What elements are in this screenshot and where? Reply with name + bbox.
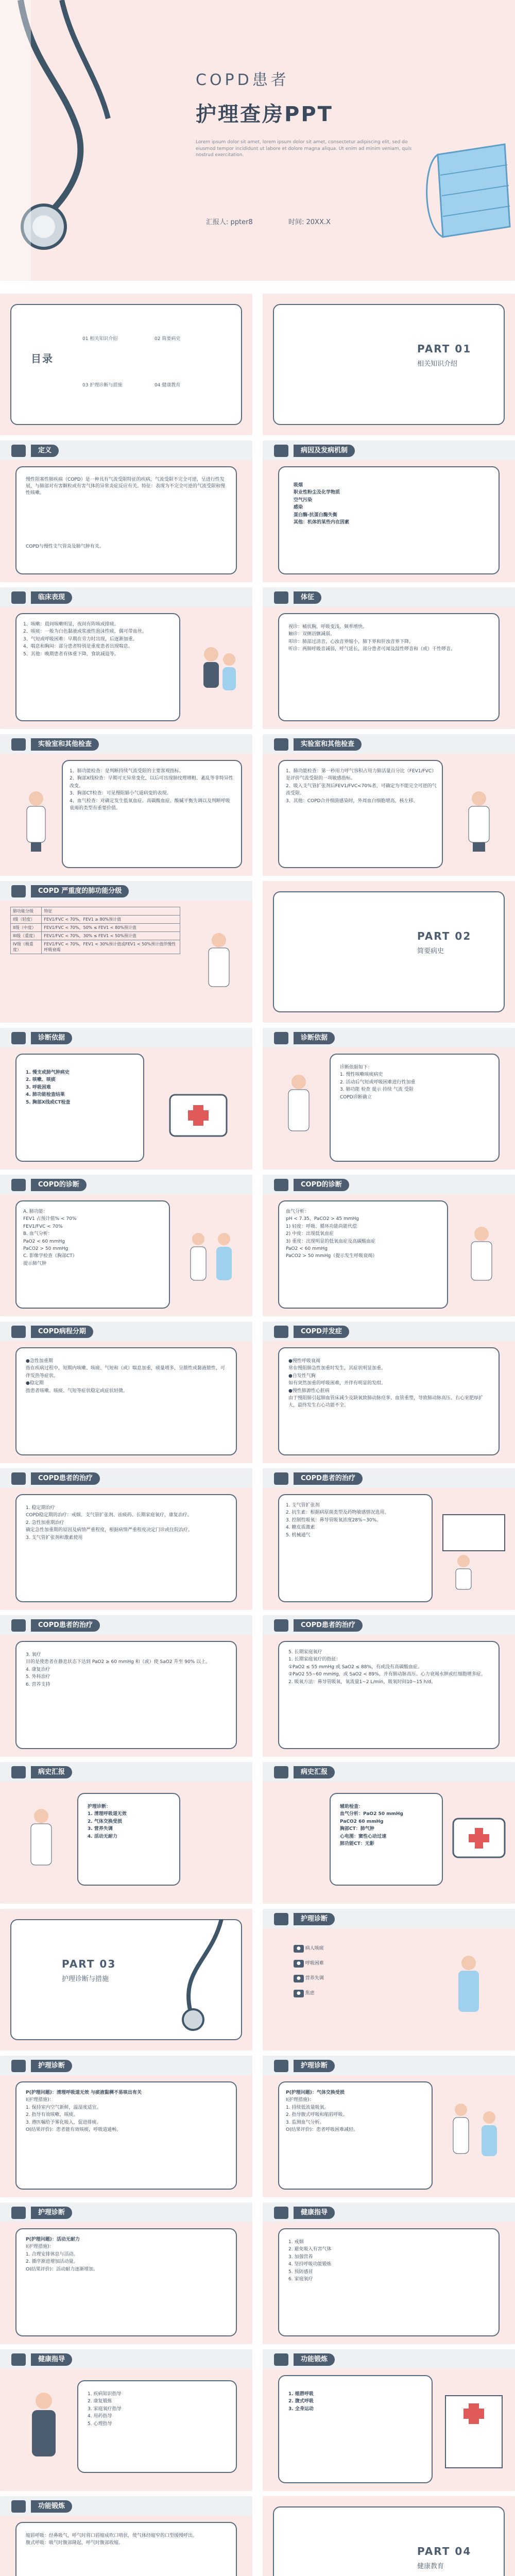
list-item: 职业性粉尘及化学物质	[294, 490, 340, 496]
part04-label: PART 04	[417, 2545, 472, 2557]
cover-slide	[0, 0, 515, 281]
list-item: 3. 控制性吸氧：鼻导管吸氧浓度28%~30%。	[286, 1517, 381, 1523]
cover-title-line2: 护理查房PPT	[196, 103, 333, 126]
list-item: FEV1/FVC < 70%	[23, 1224, 63, 1229]
table-cell: III级（重度）	[11, 932, 42, 940]
copd-dx2-slide	[263, 1175, 515, 1316]
dx1-list	[23, 1208, 162, 1267]
func2-list	[26, 2532, 227, 2547]
list-item: 3. 家庭氧疗指导	[88, 2406, 122, 2412]
table-cell: FEV1/FVC < 70%，FEV1 < 30%预计值或FEV1 < 50%预计值伴慢性呼吸衰竭	[42, 940, 180, 954]
list-item: COPD诊断确立	[340, 1094, 372, 1100]
table-header-cell: 特征	[42, 907, 180, 916]
slide-heading: 功能锻炼	[294, 2353, 335, 2366]
list-item: COPD稳定期的治疗：戒烟、支气管扩张剂、祛痰药、长期家庭氧疗，康复治疗。	[26, 1513, 192, 1518]
patient-illustration	[191, 639, 242, 701]
treat2-slide	[263, 1468, 515, 1610]
list-item: 5、其他：晚期患者有体重下降，食欲减退等。	[23, 651, 119, 657]
toc-item[interactable]: 03 护理诊断与措施	[82, 383, 123, 388]
cover-time: 时间: 20XX.X	[288, 218, 331, 226]
causes-list	[294, 482, 489, 526]
slide-heading: 病史汇报	[294, 1766, 335, 1778]
lab2-slide	[263, 734, 515, 876]
complications-list	[288, 1358, 489, 1410]
list-item: 指患者咳嗽、咳痰、气短等症状稳定或症状轻微。	[26, 1388, 128, 1394]
list-item: 5. 机械通气	[286, 1532, 311, 1538]
part02-card	[273, 891, 505, 1012]
func1-slide	[263, 2349, 515, 2491]
list-item: 3、胸部CT检查：可见慢阻肺小气道病变的表现。	[70, 791, 171, 796]
medical-kit-illustration	[448, 1808, 510, 1865]
nursing2-list	[26, 2089, 227, 2133]
stethoscope-illustration	[0, 0, 134, 281]
list-item: FEV1 占预计值% < 70%	[23, 1216, 77, 1222]
list-item: 触诊：双侧语颤减弱。	[288, 632, 335, 637]
list-item: 由于慢阻肺引起肺血管床减少及缺氧致肺动脉痉挛、血管重塑，导致肺动脉高压、右心室肥厚扩大，最终发生右心功能不全。	[288, 1395, 484, 1409]
list-item: 1. 支气管扩张剂	[286, 1503, 320, 1508]
list-item: 5. 长期家庭氧疗	[288, 1650, 322, 1655]
patient-illustration	[15, 2385, 72, 2473]
health2-list	[88, 2391, 232, 2428]
list-item: 焦虑	[305, 1991, 315, 1996]
doctor-illustration	[453, 786, 505, 853]
list-item: 腹式呼吸：吸气时腹部隆起，呼气时腹部收缩。	[26, 2540, 124, 2546]
slide-heading: 护理诊断	[294, 1913, 335, 1925]
list-item: 3. 营养失调	[88, 1826, 113, 1832]
list-item: 1. 持续低流量吸氧。	[286, 2105, 329, 2110]
doctor-illustration	[458, 1221, 505, 1293]
list-item: 4. 坚持呼吸功能锻炼	[288, 2262, 332, 2267]
hospital-illustration	[440, 2385, 507, 2473]
treat3-slide	[0, 1615, 252, 1757]
slide-heading: 护理诊断	[294, 2060, 335, 2072]
part01-label: PART 01	[417, 343, 472, 355]
list-item: 2. 活动后气短或呼吸困难进行性加重	[340, 1079, 416, 1085]
list-item: P(护理问题)：气体交换受损	[286, 2090, 345, 2095]
slide-heading: COPD患者的治疗	[31, 1619, 100, 1632]
list-item: 听诊：两肺呼吸音减弱，呼气延长，部分患者可闻及湿性啰音和（或）干性啰音。	[288, 647, 456, 652]
part03-title: 护理诊断与措施	[62, 1975, 109, 1983]
cover-english-text: Lorem ipsum dolor sit amet, lorem ipsum dolor sit amet, consectetur adipiscing elit, sed do eiusmod tempor incididunt ut labore et dolore magna aliqua. Ut enim ad minim veniam, quis nostrud exercitation.	[196, 140, 412, 158]
list-item: O(结果评价)：患者呼吸困难减轻。	[286, 2127, 358, 2132]
list-item: 6. 营养支持	[26, 1682, 50, 1687]
list-item: 1. 慢支或肺气肿病史	[26, 1070, 70, 1075]
slide-heading: 健康指导	[31, 2353, 72, 2366]
list-item: 空气污染	[294, 497, 313, 503]
diagnosis-badge: ●	[294, 1975, 304, 1982]
table-cell: IV级（极重度）	[11, 940, 42, 954]
severity-slide	[0, 881, 252, 1023]
list-item: 4. 活动无耐力	[88, 1834, 117, 1839]
table-cell: FEV1/FVC < 70%，50% ≤ FEV1 < 80%预计值	[42, 924, 180, 932]
list-item: 2、咳痰：一般为白色黏液或浆液性泡沫性痰，偶可带血丝。	[23, 629, 147, 635]
cover-title-line1: COPD患者	[196, 71, 289, 89]
list-item: pH < 7.35，PaCO2 > 45 mmHg	[286, 1216, 359, 1222]
list-item: 2、胸部X线检查：早期可无异常变化，以后可出现肺纹理增粗、紊乱等非特异性改变。	[70, 776, 233, 789]
slide-heading: 病因及发病机制	[294, 445, 355, 457]
list-item: 2. 腹式呼吸	[288, 2399, 314, 2404]
lab2-list	[286, 768, 438, 805]
list-item: 1. 清理呼吸道无效	[88, 1811, 127, 1817]
list-item: 4. 肺功能检查结果	[26, 1092, 65, 1098]
face-mask-illustration	[422, 134, 515, 247]
list-item: 5. 预防感冒	[288, 2269, 313, 2275]
toc-slide	[0, 294, 252, 435]
list-item: 1. 疾病知识指导	[88, 2392, 122, 2397]
treat1-slide	[0, 1468, 252, 1610]
nurse-illustration	[438, 1950, 500, 2027]
doctor-illustration	[196, 927, 242, 999]
clinical-list	[23, 621, 175, 658]
slide-heading: COPD 严重度的肺功能分级	[31, 885, 129, 897]
list-item: PaO2 < 60 mmHg	[23, 1239, 65, 1244]
clinical-slide	[0, 587, 252, 729]
case2-slide	[263, 1762, 515, 1904]
cover-reporter: 汇报人: ppter8	[206, 218, 253, 226]
stage-list	[26, 1358, 227, 1395]
diag-basis2-slide	[263, 1028, 515, 1170]
list-item: 营养失调	[305, 1976, 324, 1981]
list-item: 2. 指导腹式呼吸和缩唇呼吸。	[286, 2112, 348, 2118]
nursing3-list	[286, 2089, 425, 2133]
diagnosis-badge: ●	[294, 1990, 304, 1997]
list-item: 2. 避免吸入有害气体	[288, 2247, 332, 2252]
list-item: ●急性加重期	[26, 1359, 53, 1364]
list-item: 2. 急性加重期治疗	[26, 1520, 64, 1526]
slide-heading: COPD患者的治疗	[294, 1619, 363, 1632]
list-item: 4. 康复治疗	[26, 1667, 50, 1672]
list-item: 辅助检查：	[340, 1804, 364, 1809]
list-item: B. 血气分析：	[23, 1231, 53, 1237]
table-cell: II级（中度）	[11, 924, 42, 932]
list-item: I(护理措施)：	[26, 2097, 54, 2103]
nursing1-list	[294, 1945, 422, 2005]
list-item: 4、血气检查：对确定发生低氧血症、高碳酸血症、酸碱平衡失调以及判断呼吸衰竭的类型有重要价值。	[70, 798, 230, 811]
list-item: 2. 康复锻炼	[88, 2399, 112, 2404]
list-item: 6. 家庭氧疗	[288, 2276, 313, 2282]
part04-card	[273, 2506, 505, 2576]
list-item: 确定急性加重期的原因及病情严重程度，根据病情严重程度决定门诊或住院治疗。	[26, 1528, 193, 1533]
list-item: 1. 保持室内空气新鲜，温湿度适宜。	[26, 2105, 101, 2110]
slide-heading: 诊断依据	[31, 1032, 72, 1044]
list-item: 缩唇呼吸：经鼻吸气，呼气时将口唇缩成吹口哨状，使气体经缩窄的口型缓慢呼出。	[26, 2533, 198, 2538]
toc-item[interactable]: 04 健康教育	[154, 383, 181, 388]
stethoscope-illustration	[170, 1919, 242, 2038]
list-item: 5. 外科治疗	[26, 1674, 50, 1680]
slide-heading: 实验室和其他检查	[31, 738, 99, 751]
list-item: 3. 肺功能 检查 提示 持续 气流 受限	[340, 1087, 414, 1093]
lab1-slide	[0, 734, 252, 876]
list-item: 3. 监测血气分析。	[286, 2120, 324, 2125]
toc-item[interactable]: 01 相关知识介绍	[82, 336, 118, 342]
case1-list	[88, 1803, 175, 1840]
list-item: 2. 气体交换受损	[88, 1819, 122, 1824]
list-item: 1. 慢性咳嗽咳痰病史	[340, 1072, 383, 1078]
definition-note: COPD与慢性支气管炎及肺气肿有关。	[26, 544, 104, 549]
slide-heading: COPD的诊断	[294, 1179, 349, 1191]
medical-kit-illustration	[160, 1079, 237, 1141]
health1-list	[288, 2239, 489, 2283]
list-item: P(护理问题)：清理呼吸道无效 与痰液黏稠不易咳出有关	[26, 2090, 142, 2095]
case1-slide	[0, 1762, 252, 1904]
part04-slide	[263, 2496, 515, 2576]
list-item: 1. 长期家庭氧疗的指征：	[288, 1657, 341, 1663]
table-row	[11, 916, 180, 924]
list-item: 2. 抗生素：根据病原菌类型及药物敏感情况选用。	[286, 1510, 389, 1516]
table-header-cell: 肺功能分级	[11, 907, 42, 916]
list-item: 3、其他：COPD合并细菌感染时，外周血白细胞增高，核左移。	[286, 798, 418, 804]
list-item: 4. 用药指导	[88, 2414, 112, 2419]
doctors-illustration	[180, 1226, 242, 1293]
list-item: 1. 戒烟	[288, 2240, 304, 2245]
definition-body: 慢性阻塞性肺疾病（COPD）是一种具有气流受限特征的疾病，气流受限不完全可逆，呈进行性发展，与肺部对有害颗粒或有害气体的异常炎症反应有关。特征：表现为不完全可逆的气流受限和慢性咳嗽。	[26, 477, 226, 496]
dx2-list	[286, 1208, 440, 1260]
slide-heading: COPD并发症	[294, 1326, 349, 1338]
list-item: 3. 遵医嘱给予雾化吸入，促进排痰。	[26, 2120, 101, 2125]
list-item: 胸部CT：肺气肿	[340, 1826, 374, 1832]
list-item: 目的是使患者在静息状态下达到 PaO2 ≥ 60 mmHg 和（或）使 SaO2 升至 90% 以上。	[26, 1659, 211, 1665]
list-item: 指在疾病过程中，短期内咳嗽、咳痰、气短和（或）喘息加重，痰量增多，呈脓性或黏液脓性，可伴发热等症状。	[26, 1366, 226, 1379]
treat2-list	[286, 1502, 425, 1539]
table-row	[11, 940, 180, 954]
diagnosis-badge: ●	[294, 1945, 304, 1953]
list-item: ●稳定期	[26, 1381, 44, 1386]
list-item: PaCO2 > 50 mmHg	[23, 1246, 68, 1251]
list-item: 3. 加强营养	[288, 2254, 313, 2260]
list-item: 诊断依据如下：	[340, 1065, 373, 1070]
signs-slide	[263, 587, 515, 729]
nursing1-slide	[263, 1909, 515, 2050]
slide-heading: COPD的诊断	[31, 1179, 87, 1191]
list-item: 提示肺气肿	[23, 1261, 47, 1266]
slide-heading: 健康指导	[294, 2207, 335, 2219]
content-card	[15, 2522, 237, 2576]
diagnosis-badge: ●	[294, 1960, 304, 1968]
list-item: 肺功能CT：无影	[340, 1841, 374, 1846]
nursing2-slide	[0, 2056, 252, 2197]
list-item: ●慢性肺源性心脏病	[288, 1388, 330, 1394]
nursing3-slide	[263, 2056, 515, 2197]
diag2-list	[340, 1064, 489, 1101]
diag-list	[26, 1069, 139, 1106]
list-item: ②PaO2 55~60 mmHg，或 SaO2 < 89%，并有肺动脉高压、心力衰竭水肿或红细胞增多症。	[288, 1672, 486, 1677]
list-item: 2、吸入支气管扩张剂后FEV1/FVC<70%者，可确定为不能完全可逆的气流受限。	[286, 783, 437, 796]
list-item: 病人咳痰	[305, 1946, 324, 1951]
list-item: 3. 支气管扩张剂和激素使用	[26, 1535, 83, 1540]
list-item: 1) 轻度：呼吸、循环功能尚能代偿	[286, 1224, 357, 1229]
list-item: 5. 心理指导	[88, 2421, 112, 2427]
slide-heading: 定义	[31, 445, 59, 457]
list-item: ●自发性气胸	[288, 1373, 316, 1379]
func1-list	[288, 2391, 427, 2413]
list-item: I(护理措施)：	[26, 2244, 54, 2250]
list-item: 呼吸困难	[305, 1961, 324, 1967]
list-item: 血气分析：	[286, 1209, 310, 1214]
list-item: 3. 全身运动	[288, 2406, 314, 2412]
list-item: 1、肺功能检查：第一秒用力呼气容积占用力肺活量百分比（FEV1/FVC）是评价气流受限的一项敏感指标。	[286, 769, 437, 782]
list-item: 2. 循序渐进增加活动量。	[26, 2259, 78, 2265]
list-item: ①PaO2 ≤ 55 mmHg 或 SaO2 ≤ 88%，有或没有高碳酸血症。	[288, 1664, 423, 1670]
case2-list	[340, 1803, 438, 1848]
stage-slide	[0, 1321, 252, 1463]
diag-basis-slide	[0, 1028, 252, 1170]
list-item: I(护理措施)：	[286, 2097, 314, 2103]
list-item: A. 肺功能：	[23, 1209, 48, 1214]
table-cell: FEV1/FVC < 70%，30% ≤ FEV1 < 50%预计值	[42, 932, 180, 940]
part04-title: 健康教育	[417, 2563, 444, 2570]
table-row	[11, 932, 180, 940]
nurse-illustration	[15, 786, 57, 853]
doctor-illustration	[273, 1069, 324, 1146]
slide-heading: 护理诊断	[31, 2207, 72, 2219]
slide-heading: 实验室和其他检查	[294, 738, 362, 751]
list-item: 视诊：桶状胸，呼吸变浅、频率增快。	[288, 624, 368, 630]
severity-table	[10, 907, 180, 954]
health2-slide	[0, 2349, 252, 2491]
list-item: 其他：机体的某些内在因素	[294, 519, 350, 525]
slide-heading: COPD患者的治疗	[31, 1472, 100, 1485]
list-item: P(护理问题)：活动无耐力	[26, 2237, 80, 2242]
treat1-list	[26, 1504, 227, 1541]
list-item: 常在慢阻肺急性加重时发生，其症状明显加重。	[288, 1366, 386, 1371]
toc-item[interactable]: 02 简要病史	[154, 336, 181, 342]
causes-slide	[263, 440, 515, 582]
list-item: O(结果评价)：活动耐力逐渐增加。	[26, 2266, 98, 2272]
list-item: 1. 合理安排休息与活动。	[26, 2251, 78, 2257]
list-item: PaCO2 > 50 mmHg（提示发生呼吸衰竭）	[286, 1253, 377, 1259]
table-cell: I级（轻度）	[11, 916, 42, 924]
slide-heading: 功能锻炼	[31, 2500, 72, 2513]
list-item: ●慢性呼吸衰竭	[288, 1359, 320, 1364]
list-item: C. 影像学检查（胸部CT）	[23, 1253, 77, 1259]
treat3-list	[26, 1651, 227, 1688]
list-item: 3. 氧疗	[26, 1652, 41, 1657]
nursing4-slide	[0, 2202, 252, 2344]
list-item: 1. 缩唇呼吸	[288, 2392, 314, 2397]
list-item: 蛋白酶-抗蛋白酶失衡	[294, 512, 337, 518]
list-item: 心电图：窦性心动过速	[340, 1834, 387, 1839]
list-item: O(结果评价)：患者能有效咳痰，呼吸道通畅。	[26, 2127, 122, 2132]
list-item: PaCO2 60 mmHg	[340, 1819, 384, 1824]
part01-card	[273, 304, 505, 425]
treat4-list	[288, 1649, 489, 1686]
slide-heading: COPD病程分期	[31, 1326, 93, 1338]
list-item: 2. 指导有效咳嗽、咳痰。	[26, 2112, 78, 2118]
list-item: 4. 糖皮质激素	[286, 1525, 315, 1531]
list-item: 2. 咳嗽、咳痰	[26, 1077, 56, 1083]
part02-slide	[263, 881, 515, 1023]
definition-slide	[0, 440, 252, 582]
list-item: 4、喘息和胸闷：部分患者特别是重度患者出现喘息。	[23, 644, 133, 650]
list-item: 感染	[294, 505, 303, 511]
list-item: 3. 呼吸困难	[26, 1084, 51, 1090]
list-item: 1、咳嗽：晨间咳嗽明显，夜间有阵咳或排痰。	[23, 622, 119, 627]
slide-heading: 诊断依据	[294, 1032, 335, 1044]
part02-title: 简要病史	[417, 947, 444, 955]
signs-list	[288, 623, 489, 653]
slide-heading: COPD患者的治疗	[294, 1472, 363, 1485]
list-item: 吸烟	[294, 483, 303, 488]
table-row	[11, 924, 180, 932]
list-item: 2) 中度：出现低氧血症	[286, 1231, 334, 1237]
list-item: 3) 重度：出现明显的低氧血症及高碳酸血症	[286, 1239, 376, 1244]
part01-slide	[263, 294, 515, 435]
list-item: 3、气短或呼吸困难：早期在劳力时出现，后逐渐加重。	[23, 636, 138, 642]
nursing4-list	[26, 2236, 227, 2273]
table-cell: FEV1/FVC < 70%，FEV1 ≥ 80%预计值	[42, 916, 180, 924]
func2-slide	[0, 2496, 252, 2576]
doctor-illustration	[15, 1803, 67, 1880]
list-item: 1、肺功能检查：是判断持续气流受限的主要客观指标。	[70, 769, 184, 774]
list-item: 5. 胸部X线或CT检查	[26, 1099, 71, 1105]
slide-heading: 病史汇报	[31, 1766, 72, 1778]
list-item: PaO2 < 60 mmHg	[286, 1246, 328, 1251]
part03-label: PART 03	[62, 1958, 116, 1970]
list-item: 如有突然加重的呼吸困难，并伴有明显的发绀。	[288, 1381, 386, 1386]
doctor-patient-illustration	[440, 2097, 507, 2174]
list-item: 2. 吸氧方法：鼻导管吸氧，氧流量1~2 L/min，吸氧时间10~15 h/d。	[288, 1679, 436, 1685]
list-item: 叩诊：肺部过清音，心浊音界缩小，肺下界和肝浊音界下降。	[288, 639, 414, 645]
slide-heading: 临床表现	[31, 591, 72, 604]
list-item: 血气分析：PaO2 50 mmHg	[340, 1811, 403, 1817]
lab1-list	[70, 768, 234, 812]
part02-label: PART 02	[417, 930, 472, 942]
clinic-illustration	[438, 1510, 510, 1592]
slide-heading: 体征	[294, 591, 321, 604]
list-item: 1. 稳定期治疗	[26, 1505, 55, 1511]
part03-slide	[0, 1909, 252, 2050]
treat4-slide	[263, 1615, 515, 1757]
part01-title: 相关知识介绍	[417, 360, 458, 368]
table-header-row	[11, 907, 180, 916]
copd-dx1-slide	[0, 1175, 252, 1316]
complications-slide	[263, 1321, 515, 1463]
list-item: 护理诊断：	[88, 1804, 111, 1809]
slide-heading: 护理诊断	[31, 2060, 72, 2072]
toc-title: 目录	[31, 352, 54, 365]
health1-slide	[263, 2202, 515, 2344]
